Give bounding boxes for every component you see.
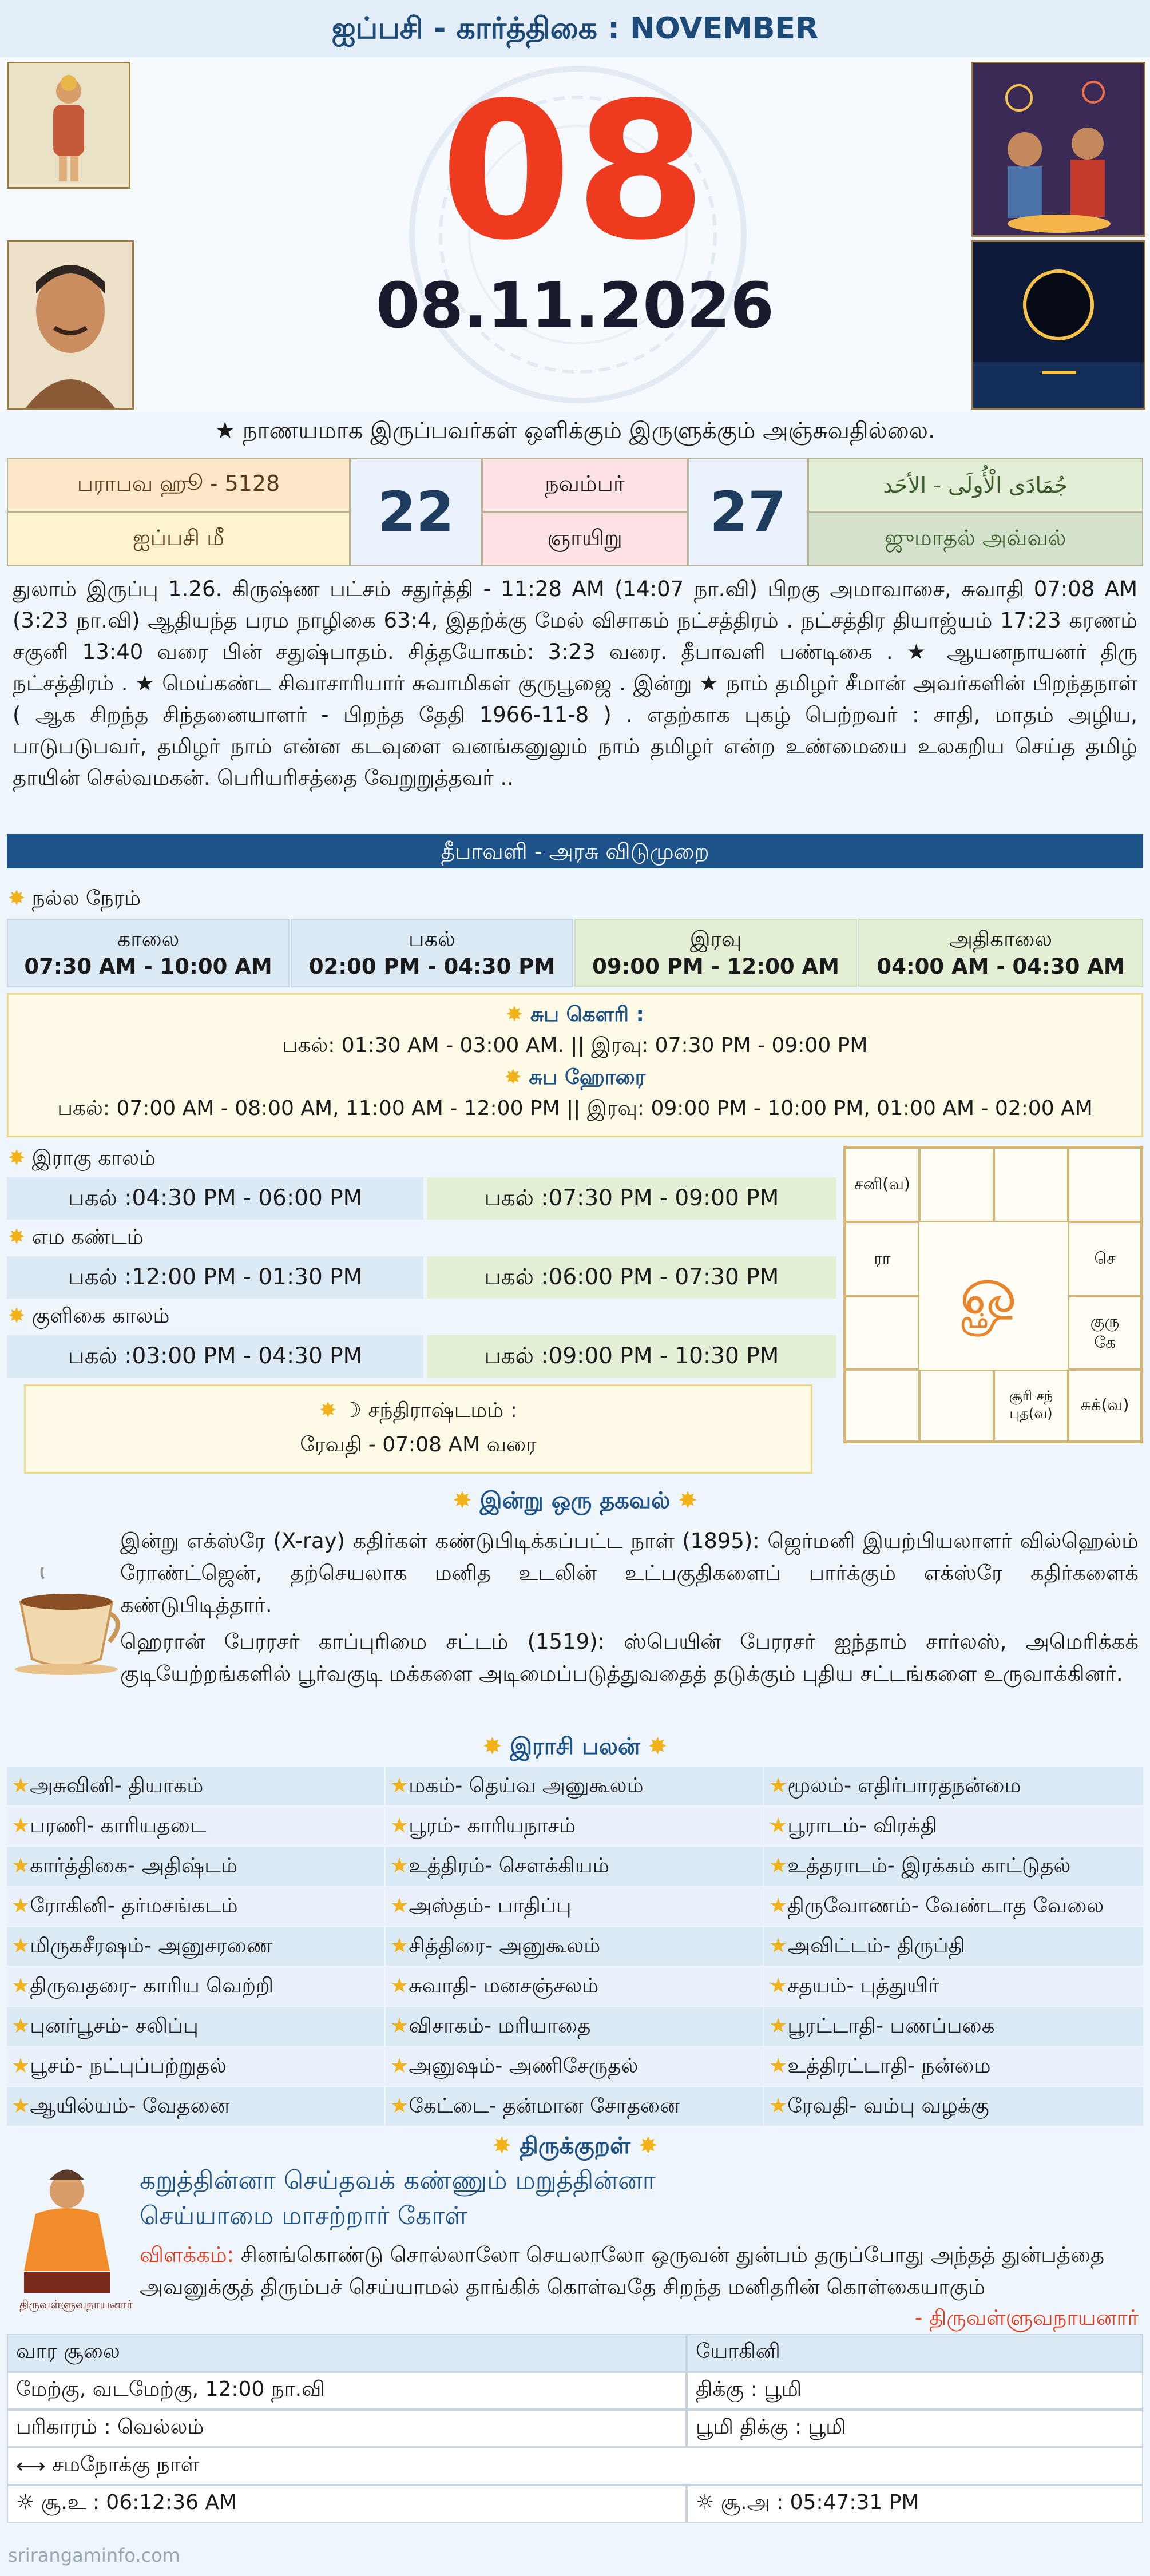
- rasi-item: [386, 1847, 763, 1886]
- bhumi-text: பூமி திக்கு : பூமி: [687, 2410, 1143, 2447]
- month-header-english: NOVEMBER: [630, 11, 819, 46]
- chandrashtamam-box: [24, 1384, 812, 1474]
- star-icon: ★: [390, 1974, 409, 1998]
- rasi-title: இராசி பலன்: [510, 1733, 640, 1760]
- hijri-arabic: جُمَادَى الْأُولَى - الأحَد: [808, 458, 1143, 512]
- slot-morning-label: காலை: [117, 927, 180, 951]
- kural-line-2: செய்யாமை மாசற்றார் கோள்: [140, 2201, 467, 2230]
- double-arrow-icon: ⟷: [16, 2454, 53, 2478]
- rasi-item: [764, 1967, 1143, 2006]
- star-icon: ★: [11, 2094, 30, 2118]
- star-icon: ★: [769, 2014, 788, 2038]
- rasi-item-text: மிருகசீரஷம்- அனுசரணை: [30, 1934, 273, 1958]
- panchangam-details: துலாம் இருப்பு 1.26. கிருஷ்ண பட்சம் சதுர்த்தி - 11:28 AM (14:07 நா.வி) பிறகு அமாவாசை, சுவாதி 07:08 AM (3:23 நா.வி) ஆதியந்த பரம நாழிகை 63:4, இதற்க்கு மேல் விசாகம் நட்சத்திரம் . நட்சத்திர தியாஜ்யம் 17:23 கரணம் சகுனி 13:40 வரை பின் சதுஷ்பாதம். சித்தயோகம்: 3:23 வரை. தீபாவளி பண்டிகை . ★ ஆயனநாயனர் திரு நட்சத்திரம் . ★ மெய்கண்ட சிவாசாரியார் சுவாமிகள் குருபூஜை . இன்று ★ நாம் தமிழர் சீமான் அவர்களின் பிறந்தநாள் ( ஆக சிறந்த சிந்தனையாளர் - பிறந்த தேதி 1966-11-8 ) . எதற்காக புகழ் பெற்றவர் : சாதி, மாதம் அழிய, பாடுபடுபவர், தமிழர் நாம் என்ன கடவுளை வனங்கனுலும் நாம் தமிழர் என்ற உண்மையை உலகறிய செய்த தமிழ் தாயின் செல்வமகன். பெரியரிசத்தை வேறுறுத்தவர் ..: [13, 577, 1137, 790]
- star-icon: ★: [769, 1894, 788, 1918]
- direction-text: மேற்கு, வடமேற்கு, 12:00 நா.வி: [7, 2372, 687, 2410]
- weekday: ஞாயிறு: [482, 512, 688, 566]
- rasi-item: [7, 1847, 384, 1886]
- chart-cell-3: [994, 1148, 1068, 1222]
- chart-cell-8: செ: [1068, 1222, 1141, 1296]
- kural-expl-label: விளக்கம்:: [140, 2242, 235, 2267]
- rasi-item-text: பூரட்டாதி- பணப்பகை: [787, 2014, 995, 2038]
- site-watermark: srirangaminfo.com: [8, 2545, 180, 2566]
- rasi-item-text: பூரம்- காரியநாசம்: [409, 1814, 576, 1837]
- star-icon: ★: [390, 2014, 409, 2038]
- rasi-item-text: அவிட்டம்- திருப்தி: [787, 1934, 966, 1958]
- calendar-panel: [7, 458, 1143, 566]
- info-title: இன்று ஒரு தகவல்: [479, 1487, 671, 1514]
- rasi-item-text: விசாகம்- மரியாதை: [409, 2014, 591, 2038]
- sun-icon: ✸: [8, 1225, 26, 1249]
- rahu-heading: [8, 1146, 156, 1173]
- vara-soolai-label: வார சூலை: [7, 2334, 687, 2372]
- gowri-heading: [9, 1003, 1141, 1029]
- rasi-item-text: உத்திரட்டாதி- நன்மை: [787, 2054, 991, 2078]
- slot-day-label: பகல்: [409, 927, 455, 951]
- rasi-item: [7, 2087, 384, 2126]
- hora-text: பகல்: 07:00 AM - 08:00 AM, 11:00 AM - 12:00 PM || இரவு: 09:00 PM - 10:00 PM, 01:00 AM - 02:00 AM: [57, 1097, 1093, 1120]
- kural-badge: திருவள்ளுவநாயனார்: [19, 2297, 133, 2311]
- chart-cell-13: [845, 1370, 919, 1442]
- hora-title: சுப ஹோரை: [529, 1066, 646, 1089]
- chart-cell-12: குரு கே: [1068, 1296, 1141, 1370]
- rasi-item: [764, 1767, 1143, 1805]
- rasi-item-text: பரணி- காரியதடை: [30, 1814, 207, 1837]
- rasi-item: [7, 2007, 384, 2046]
- rasi-item: [764, 1807, 1143, 1845]
- star-icon: ★: [390, 2054, 409, 2078]
- star-icon: ★: [769, 1814, 788, 1837]
- rasi-item-text: மகம்- தெய்வ அனுகூலம்: [409, 1774, 644, 1797]
- sun-icon: ✸: [319, 1399, 337, 1422]
- hijri-month: ஜுமாதல் அவ்வல்: [808, 512, 1143, 566]
- dik-text: திக்கு : பூமி: [687, 2372, 1143, 2410]
- rasi-item-text: அனுஷம்- அணிசேருதல்: [409, 2054, 639, 2078]
- info-heading: [0, 1487, 1150, 1517]
- info-paragraph-2: ஹெரான் பேரரசர் காப்புரிமை சட்டம் (1519): ஸ்பெயின் பேரரசர் ஐந்தாம் சார்லஸ், அமெரிக்கக் குடியேற்றங்களில் பூர்வகுடி மக்களை அடிமைப்படுத்துவதைத் தடுக்கும் புதிய சட்டங்களை உருவாக்கினர்.: [120, 1629, 1139, 1686]
- sun-icon: ✸: [8, 887, 26, 910]
- rasi-item: [7, 1927, 384, 1966]
- chart-cell-15: சுக்(வ): [1068, 1370, 1141, 1442]
- slot-dawn-time: 04:00 AM - 04:30 AM: [877, 954, 1125, 979]
- kural-author: - திருவள்ளுவநாயனார்: [915, 2305, 1139, 2330]
- star-icon: ★: [390, 1894, 409, 1918]
- rasi-item: [386, 1767, 763, 1805]
- kural-explanation: [140, 2239, 1135, 2303]
- kuligai-day: பகல் :03:00 PM - 04:30 PM: [7, 1335, 423, 1378]
- tamil-month: ஐப்பசி மீ: [7, 512, 350, 566]
- rasi-item-text: ரோகினி- தர்மசங்கடம்: [30, 1894, 238, 1918]
- nalla-neram-heading: [8, 887, 141, 913]
- kural-title: திருக்குறள்: [519, 2133, 631, 2159]
- sun-icon: ✸: [453, 1487, 472, 1514]
- star-icon: ★: [769, 1974, 788, 1998]
- rahu-day: பகல் :04:30 PM - 06:00 PM: [7, 1177, 423, 1220]
- chandrashtamam-title: ☽ சந்திராஷ்டமம் :: [343, 1399, 517, 1422]
- star-icon: ★: [390, 1934, 409, 1958]
- star-icon: ★: [390, 1814, 409, 1837]
- sun-icon: ✸: [492, 2133, 512, 2159]
- rasi-item: [386, 1887, 763, 1926]
- gowri-text: பகல்: 01:30 AM - 03:00 AM. || இரவு: 07:30 PM - 09:00 PM: [282, 1034, 868, 1057]
- slot-morning: [7, 919, 290, 987]
- star-icon: ★: [11, 2054, 30, 2078]
- sun-icon: ✸: [8, 1304, 26, 1328]
- rasi-item-text: திருவதரை- காரிய வெற்றி: [30, 1974, 274, 1998]
- rasi-item-text: கார்த்திகை- அதிஷ்டம்: [30, 1854, 237, 1878]
- chart-cell-9: [845, 1296, 919, 1370]
- slot-night: [574, 919, 857, 987]
- star-icon: ★: [11, 1854, 30, 1878]
- day-number: 08: [440, 62, 710, 281]
- slot-day: [291, 919, 573, 987]
- rasi-item-text: ஆயில்யம்- வேதனை: [30, 2094, 230, 2118]
- info-paragraph-1: இன்று எக்ஸ்ரே (X-ray) கதிர்கள் கண்டுபிடிக்கப்பட்ட நாள் (1895): ஜெர்மனி இயற்பியலாளர் வில்ஹெல்ம் ரோண்ட்ஜென், தற்செயலாக மனித உடலின் உட்பகுதிகளைப் பார்க்கும் எக்ஸ்ரே கதிர்களைக் கண்டுபிடித்தார்.: [120, 1529, 1139, 1617]
- rasi-item-text: உத்திரம்- சௌக்கியம்: [409, 1854, 609, 1878]
- chandrashtamam-text: ரேவதி - 07:08 AM வரை: [300, 1433, 537, 1456]
- rasi-item-text: புனர்பூசம்- சலிப்பு: [30, 2014, 199, 2038]
- sun-icon: ✸: [506, 1003, 524, 1026]
- rasi-item: [764, 2007, 1143, 2046]
- full-date: 08.11.2026: [376, 269, 774, 342]
- samanokku-text: சமநோக்கு நாள்: [52, 2453, 200, 2476]
- star-icon: ★: [769, 2094, 788, 2118]
- slot-dawn-label: அதிகாலை: [949, 927, 1053, 951]
- month-header-tamil: ஐப்பசி - கார்த்திகை :: [331, 11, 630, 46]
- kural-expl-text: சினங்கொண்டு சொல்லாலோ செயலாலோ ஒருவன் துன்பம் தருப்போது அந்தத் துன்பத்தை அவனுக்குத் திரும்பச் செய்யாமல் தாங்கிக் கொள்வதே சிறந்த மனிதரின் கொள்கையாகும்: [140, 2242, 1105, 2299]
- ema-title: எம கண்டம்: [31, 1225, 144, 1249]
- nalla-neram-row: [7, 919, 1143, 987]
- rasi-item-text: சுவாதி- மனசஞ்சலம்: [409, 1974, 599, 1998]
- sun-icon: ✸: [8, 1146, 26, 1170]
- rasi-item-text: அசுவினி- தியாகம்: [30, 1774, 204, 1797]
- rasi-item: [7, 1967, 384, 2006]
- chart-cell-5: ரா: [845, 1222, 919, 1296]
- sunset-text: ☼ சூ.அ : 05:47:31 PM: [687, 2485, 1143, 2523]
- sunrise-text: ☼ சூ.உ : 06:12:36 AM: [7, 2485, 687, 2523]
- rasi-item: [386, 2007, 763, 2046]
- slot-night-time: 09:00 PM - 12:00 AM: [592, 954, 839, 979]
- rasi-item-text: சதயம்- புத்துயிர்: [787, 1974, 939, 1998]
- rasi-item: [764, 2047, 1143, 2086]
- rasi-item: [764, 1847, 1143, 1886]
- kural-heading: [0, 2133, 1150, 2162]
- slot-morning-time: 07:30 AM - 10:00 AM: [24, 954, 272, 979]
- tamil-day: 22: [350, 458, 482, 566]
- star-icon: ★: [11, 1894, 30, 1918]
- rasi-grid: [7, 1767, 1143, 2127]
- rasi-chart: [843, 1146, 1143, 1443]
- rasi-item: [386, 1807, 763, 1845]
- sun-icon: ✸: [482, 1733, 502, 1760]
- samanokku-row: [7, 2447, 1143, 2485]
- ema-night: பகல் :06:00 PM - 07:30 PM: [427, 1256, 836, 1299]
- rasi-item: [386, 2047, 763, 2086]
- star-icon: ★: [11, 1774, 30, 1797]
- tea-cup-icon: [9, 1567, 124, 1676]
- rasi-item-text: சித்திரை- அனுகூலம்: [409, 1934, 601, 1958]
- english-month: நவம்பர்: [482, 458, 688, 512]
- footer-table: [7, 2334, 1143, 2563]
- kuligai-title: குளிகை காலம்: [31, 1304, 170, 1328]
- rahu-night: பகல் :07:30 PM - 09:00 PM: [427, 1177, 836, 1220]
- kuligai-heading: [8, 1304, 169, 1331]
- star-icon: ★: [769, 2054, 788, 2078]
- sun-icon: ✸: [638, 2133, 658, 2159]
- rasi-item-text: பூசம்- நட்புப்பற்றுதல்: [30, 2054, 227, 2078]
- chart-cell-1: சனி(வ): [845, 1148, 919, 1222]
- yogini-label: யோகினி: [687, 2334, 1143, 2372]
- rasi-item-text: திருவோணம்- வேண்டாத வேலை: [787, 1894, 1104, 1918]
- chandrashtamam-heading: [26, 1399, 811, 1425]
- chart-cell-2: [919, 1148, 994, 1222]
- star-icon: ★: [769, 1934, 788, 1958]
- rasi-item-text: ரேவதி- வம்பு வழக்கு: [787, 2094, 989, 2118]
- month-header: [0, 0, 1150, 57]
- nalla-neram-title: நல்ல நேரம்: [31, 887, 141, 910]
- rasi-item: [764, 2087, 1143, 2126]
- rasi-heading: [0, 1733, 1150, 1763]
- slot-dawn: [858, 919, 1143, 987]
- star-icon: ★: [769, 1854, 788, 1878]
- parigaram-text: பரிகாரம் : வெல்லம்: [7, 2410, 687, 2447]
- hora-heading: [9, 1066, 1141, 1092]
- sun-icon: ✸: [504, 1066, 522, 1089]
- rasi-item-text: கேட்டை- தன்மான சோதனை: [409, 2094, 680, 2118]
- rasi-item: [764, 1927, 1143, 1966]
- rasi-item: [386, 1927, 763, 1966]
- subha-box: [7, 993, 1143, 1137]
- slot-day-time: 02:00 PM - 04:30 PM: [308, 954, 556, 979]
- gowri-title: சுப கௌரி :: [530, 1003, 644, 1026]
- ema-day: பகல் :12:00 PM - 01:30 PM: [7, 1256, 423, 1299]
- star-icon: ★: [11, 1974, 30, 1998]
- star-icon: ★: [390, 1774, 409, 1797]
- festival-band: தீபாவளி - அரசு விடுமுறை: [7, 834, 1143, 868]
- rasi-item: [7, 2047, 384, 2086]
- chart-cell-16: [919, 1370, 994, 1442]
- kural-line-1: கறுத்தின்னா செய்தவக் கண்ணும் மறுத்தின்னா: [140, 2166, 656, 2195]
- hijri-day: 27: [688, 458, 808, 566]
- star-icon: ★: [11, 1934, 30, 1958]
- om-center-icon: ௐ: [959, 1251, 1028, 1331]
- star-icon: ★: [390, 2094, 409, 2118]
- rahu-title: இராகு காலம்: [31, 1146, 156, 1170]
- rasi-item: [7, 1887, 384, 1926]
- thiruvalluvar-icon: [13, 2162, 121, 2300]
- rasi-item: [7, 1807, 384, 1845]
- rasi-item: [386, 2087, 763, 2126]
- star-icon: ★: [390, 1854, 409, 1878]
- rasi-item-text: உத்தராடம்- இரக்கம் காட்டுதல்: [787, 1854, 1071, 1878]
- rasi-item: [386, 1967, 763, 2006]
- rasi-item-text: பூராடம்- விரக்தி: [787, 1814, 938, 1837]
- slot-night-label: இரவு: [689, 927, 742, 951]
- ema-heading: [8, 1225, 144, 1252]
- rasi-item-text: அஸ்தம்- பாதிப்பு: [409, 1894, 572, 1918]
- rasi-item: [764, 1887, 1143, 1926]
- star-icon: ★: [11, 2014, 30, 2038]
- daily-quote: ★ நாணயமாக இருப்பவர்கள் ஒளிக்கும் இருளுக்கும் அஞ்சுவதில்லை.: [215, 418, 935, 444]
- chart-cell-4: [1068, 1148, 1141, 1222]
- sun-icon: ✸: [678, 1487, 697, 1514]
- rasi-item-text: மூலம்- எதிர்பாரதநன்மை: [787, 1774, 1021, 1797]
- sun-icon: ✸: [648, 1733, 668, 1760]
- star-icon: ★: [769, 1774, 788, 1797]
- chart-cell-14: சூரி சந் புத(வ): [994, 1370, 1068, 1442]
- tamil-year: பராபவ ஹூ - 5128: [7, 458, 350, 512]
- star-icon: ★: [11, 1814, 30, 1837]
- kuligai-night: பகல் :09:00 PM - 10:30 PM: [427, 1335, 836, 1378]
- rasi-item: [7, 1767, 384, 1805]
